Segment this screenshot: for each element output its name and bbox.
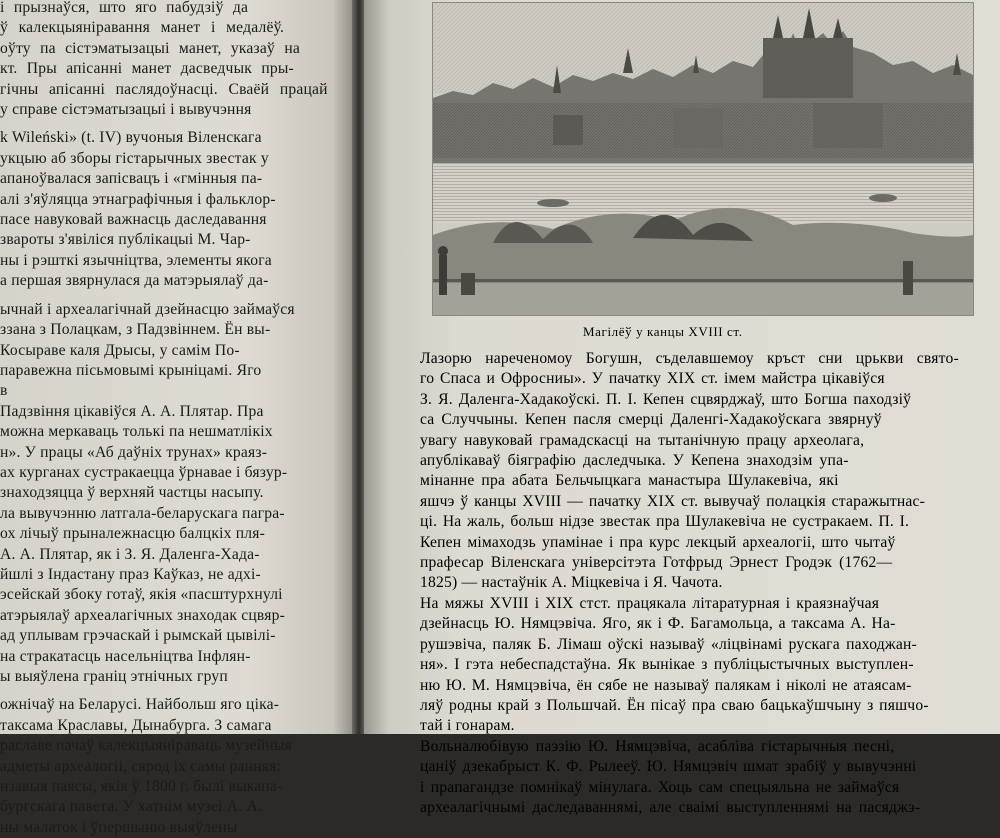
left-page-text-line: а першая звярнулася да матэрыялаў да- <box>0 272 269 290</box>
left-page-text-line: ад уплывам грэчаскай і рымскай цывілі- <box>0 627 276 645</box>
left-page-text-line <box>0 687 328 695</box>
left-page-text-line: ны малаток і ўпершыню выяўлены <box>0 818 238 836</box>
left-page-text-line: ла вывучэнню латгала-беларускага пагра- <box>0 504 285 522</box>
left-text-column <box>0 0 328 838</box>
right-page-text-line: З. Я. Даленга-Хадакоўскі. П. І. Кепен сцвярджаў, што Богша паходзіў <box>420 390 912 408</box>
right-page-text-line: яшчэ ў канцы XVIII — пачатку XIX ст. вывучаў полацкія старажытнас- <box>420 492 926 510</box>
left-page-text-line: бургскага павета. У хатнім музеі А. А. <box>0 798 263 816</box>
left-page-text-line: ох лічыў прыналежнасцю балцкіх пля- <box>0 525 266 543</box>
left-page-text-line <box>0 292 328 300</box>
right-page-text-line: Вольналюбівую паэзію Ю. Нямцэвіча, асабліва гістарычныя песні, <box>420 737 895 755</box>
right-page-text-line: і прапагандзе помнікаў мінулага. Хоць сам спецыяльна не займаўся <box>420 778 900 796</box>
left-page-text-line: адметы археалогіі, сярод іх самы ранняя: <box>0 757 282 775</box>
right-page-text-line: Лазорю нареченомоу Богушн, съделавшемоу кръст сни црькви свято- <box>420 350 959 367</box>
left-page-text-line: ы выяўлена граніц этнічных груп <box>0 668 228 685</box>
right-page-text-line: ню Ю. М. Нямцэвіча, ён сябе не называў палякам і ніколі не атаясам- <box>420 676 912 694</box>
right-page-text-line: Кепен мімаходзь упамінае і пра курс лекцый археалогіі, што чытаў <box>420 533 896 551</box>
right-page-text-line: На мяжы XVIII і XIX стст. працякала літаратурная і краязнаўчая <box>420 594 880 612</box>
right-page-text-line: дзейнасць Ю. Нямцэвіча. Ягo, як і Ф. Багамольца, а таксама А. На- <box>420 615 896 633</box>
right-page-text-line: мінанне пра абата Бельчыцкага манастыра Шулакевіча, які <box>420 472 839 490</box>
left-page-text-line: Падзвіння цікавіўся А. А. Плятар. Пра <box>0 402 264 420</box>
left-page-text-line: таксама Краславы, Дынабургa. З самага <box>0 716 272 734</box>
mogilev-engraving-image <box>433 3 973 315</box>
left-page-text-line: в <box>0 382 8 400</box>
left-page-text-line: ах курганах сустракаецца ўрнавае і бязур- <box>0 463 288 481</box>
left-page-text-line: можна меркаваць толькі па нешматлікіх <box>0 423 273 441</box>
left-page-text-line <box>0 120 328 128</box>
left-page-text-line: гічны апісанні паслядоўнасці. Сваёй працай <box>0 80 328 98</box>
left-page-text-line: алі з'яўляцца этнаграфічныя і фальклор- <box>0 190 276 208</box>
right-page-text-line: увагу навуковай грамадскасці на тытанічную працу археолага, <box>420 431 865 449</box>
left-page-text-line: оўту па сістэматызацыі манет, указаў на <box>0 39 300 57</box>
left-page-text-line: і прызнаўся, што яго пабудзіў да <box>0 0 249 16</box>
engraving-illustration <box>432 2 974 316</box>
right-page-text-line: са Случчыны. Кепен пасля смерці Даленгі-Хадакоўскага звярнуў <box>420 411 882 429</box>
right-page-text-line: археалагічнымі даследаваннямі, але сваімі выступленнямі на пасяджэ- <box>420 798 921 816</box>
left-page-text-line: кт. Пры апісанні манет дасведчык пры- <box>0 60 294 78</box>
left-page-text-line: ў калекцыянiравання манет і медалёў. <box>0 19 285 37</box>
figure-caption: Магілёў у канцы XVIII ст. <box>583 324 743 339</box>
right-page-text-line: ці. На жаль, больш нідзе звестак пра Шулакевіча не сустракаем. П. І. <box>420 513 910 531</box>
left-page-text-line: ны і рэшткі язычніцтва, элементы якога <box>0 251 272 269</box>
left-page-text-line: на стракатасць насельніцтва Інфлян- <box>0 647 251 665</box>
left-page-text-line: атэрыялаў археалагічных знаходак сцвяр- <box>0 606 286 624</box>
left-page-text-line: пасе навуковай важнасць даследавання <box>0 211 267 229</box>
right-text-column <box>420 349 959 818</box>
right-page-text-line: цаніў дзекабрыст К. Ф. Рылееў. Ю. Нямцэвіч шмат зрабіў у вывучэнні <box>420 758 917 776</box>
left-page-text-line: нзавыя паясы, якія ў 1800 г. былі выкапа- <box>0 778 283 796</box>
right-page-text-line: апублікаваў біяграфію даследчыка. У Кепена знаходзім упа- <box>420 452 849 470</box>
left-page-text-line: звароты з'явіліся публікацыі М. Чар- <box>0 231 251 249</box>
left-page-text-line: А. А. Плятар, як і З. Я. Даленга-Хада- <box>0 545 260 563</box>
right-page-text-line: ня». І гэта небеспадстаўна. Як вынікае з публіцыстычных выступлен- <box>420 656 914 674</box>
left-page-text-line: укцыю аб зборы гістарычных звестак у <box>0 149 269 167</box>
right-page-text-line: 1825) — настаўнік А. Міцкевіча і Я. Чачота. <box>420 574 723 592</box>
left-page-text-line: у справе сістэматызацыі і вывучэння <box>0 101 252 119</box>
left-page-text-line: паравежна пісьмовымі крыніцамі. Яго <box>0 361 262 379</box>
left-page-text-line: ожнічаў на Беларусі. Найбольш яго ціка- <box>0 696 280 714</box>
left-page-text-line: эсейскай збоку готаў, якія «пасштурхнулі <box>0 586 283 604</box>
left-page-text-line: апаноўвалася запісвацъ і «гмінныя па- <box>0 170 263 188</box>
left-page-text-line: ычнай і археалагічнай дзейнасцю займаўся <box>0 300 295 318</box>
left-page-text-line: Косыраве каля Дрысы, у самім По- <box>0 341 240 359</box>
right-page-text-line: прафесар Віленскага універсітэта Готфрыд Эрнест Гродэк (1762— <box>420 554 893 572</box>
left-page-text-line: н». У працы «Аб даўніх трунах» краяз- <box>0 443 268 461</box>
left-page <box>0 0 354 836</box>
left-page-text-line: знаходзяцца ў верхняй частцы насыпу. <box>0 484 264 502</box>
right-page-text-line: го Спаса и Офросниы». У пачатку XIX ст. імем майстра цікавіўся <box>420 370 885 388</box>
left-page-text-line: ззана з Полацкам, з Падзвіннем. Ён вы- <box>0 321 271 339</box>
right-page-text-line: ляў родны край з Польшчай. Ён пісаў пра сваю бацькаўшчыну з пяшчо- <box>420 696 929 714</box>
left-page-text-line: йшлі з Індастану праз Каўказ, не адхі- <box>0 565 261 583</box>
left-page-text-line: раславе пачаў калекцыяніраваць музейныя <box>0 737 292 755</box>
right-page-text-line: тай і гонарам. <box>420 717 515 735</box>
right-page-text-line: рушэвіча, паляк Б. Лімаш оўскі называў «ліцвінамі рускага паходжан- <box>420 635 917 653</box>
left-page-text-line: k Wileński» (t. IV) вучоныя Віленскага <box>0 129 262 147</box>
